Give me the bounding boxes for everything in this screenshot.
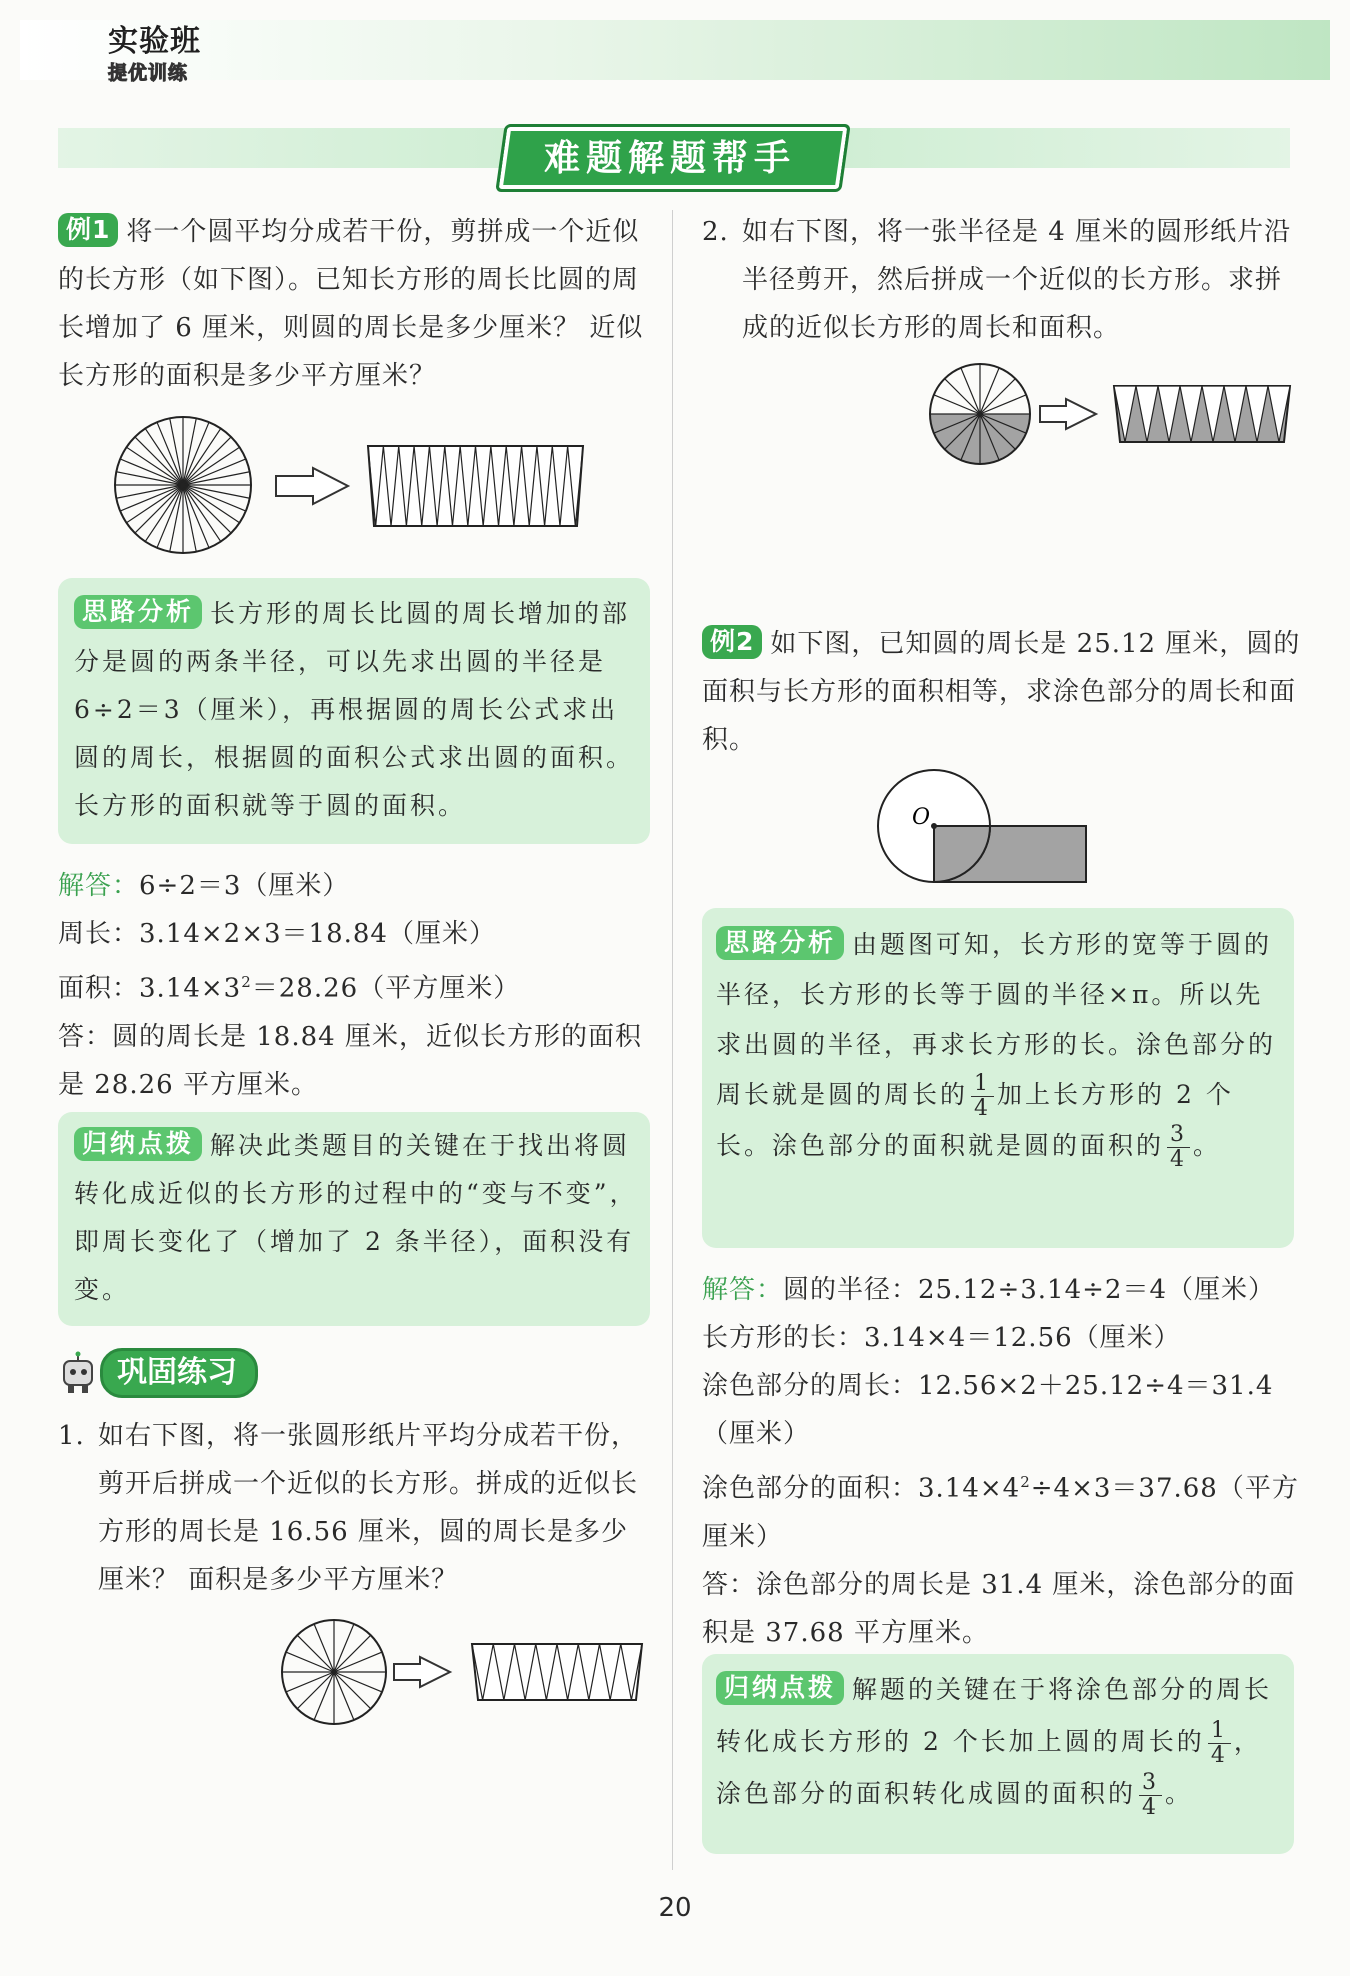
- answer-line: 答：涂色部分的周长是 31.4 厘米，涂色部分的面积是 37.68 平方厘米。: [702, 1569, 1296, 1648]
- example1-summary: [74, 1122, 640, 1314]
- page-number: 20: [658, 1893, 692, 1923]
- practice-question-1: [58, 1412, 650, 1604]
- fraction-denominator: 4: [974, 1096, 992, 1121]
- fraction: [1167, 1123, 1190, 1172]
- example2-tag: 例2: [702, 625, 762, 659]
- example2-summary: [716, 1664, 1286, 1820]
- analysis-text: 加上长方形的 2 个长。涂色部分的面积就是圆的面积的: [716, 1080, 1234, 1160]
- answer-line: ＝28.26（平方厘米）: [251, 973, 521, 1004]
- robot-mascot-icon: [56, 1351, 100, 1395]
- arrow-right-icon: [394, 1657, 450, 1687]
- example1-analysis: [74, 590, 640, 830]
- example2-question-text: 如下图，已知圆的周长是 25.12 厘米，圆的面积与长方形的面积相等，求涂色部分的周长和面积。: [702, 629, 1301, 755]
- center-point: [931, 823, 937, 829]
- brand-main: 实验班: [108, 24, 201, 59]
- example1-answer: [58, 862, 650, 1109]
- answer-line: 面积：3.14×3: [58, 973, 242, 1004]
- answer-label: 解答：: [702, 1275, 784, 1305]
- example1-analysis-text: 长方形的周长比圆的周长增加的部分是圆的两条半径，可以先求出圆的半径是 6÷2＝3（厘米），再根据圆的周长公式求出圆的周长，根据圆的面积公式求出圆的面积。长方形的面积就等于圆的面积。: [74, 599, 635, 820]
- answer-line: 答：圆的周长是 18.84 厘米，近似长方形的面积是 28.26 平方厘米。: [58, 1021, 642, 1100]
- answer-line: 圆的半径：25.12÷3.14÷2＝4（厘米）: [783, 1275, 1275, 1305]
- analysis-tag: 思路分析: [74, 595, 202, 629]
- arrow-right-icon: [1040, 399, 1096, 429]
- fraction-numerator: 1: [1208, 1719, 1231, 1744]
- question-text: 如右下图，将一张圆形纸片平均分成若干份，剪开后拼成一个近似的长方形。拼成的近似长方形的周长是 16.56 厘米，圆的周长是多少厘米？ 面积是多少平方厘米？: [98, 1421, 639, 1595]
- summary-text: 解题的关键在于将涂色部分的周长转化成长方形的 2 个长加上圆的周长的: [716, 1675, 1273, 1756]
- zigzag-rectangle-icon: [472, 1644, 642, 1700]
- fraction-denominator: 4: [1142, 1795, 1160, 1820]
- summary-text: ，涂色部分的面积转化成圆的面积的: [716, 1727, 1262, 1808]
- sector-circle-icon: [282, 1620, 386, 1724]
- example1-figure: [108, 410, 588, 560]
- fraction-denominator: 4: [1210, 1743, 1228, 1768]
- header-band: [20, 20, 1330, 80]
- example1-analysis-box: [58, 578, 650, 844]
- fraction-denominator: 4: [1170, 1147, 1188, 1172]
- exponent: 2: [1020, 1473, 1031, 1491]
- answer-line: 6÷2＝3（厘米）: [139, 871, 350, 901]
- center-label: O: [912, 805, 931, 830]
- summary-tag: 归纳点拨: [74, 1127, 202, 1161]
- practice-header: [56, 1348, 258, 1398]
- example2-question: [702, 620, 1302, 764]
- brand-sub: 提优训练: [108, 62, 189, 84]
- example2-analysis-box: [702, 908, 1294, 1248]
- half-shaded-circle-icon: [930, 364, 1030, 464]
- example2-figure: [878, 770, 1118, 890]
- summary-tag: 归纳点拨: [716, 1671, 844, 1705]
- example1-summary-box: [58, 1112, 650, 1326]
- analysis-text: 。: [1193, 1131, 1222, 1160]
- example2-answer: [702, 1266, 1302, 1657]
- analysis-tag: 思路分析: [716, 926, 844, 960]
- example1-tag: 例1: [58, 213, 118, 247]
- practice-question-2: [702, 208, 1302, 352]
- example2-analysis: [716, 920, 1286, 1172]
- example1-question: [58, 208, 650, 400]
- question-number: 1.: [58, 1421, 85, 1451]
- sector-circle-icon: [115, 417, 251, 553]
- zigzag-rectangle-icon: [368, 446, 583, 526]
- exponent: 2: [241, 973, 252, 991]
- fraction: [1139, 1771, 1162, 1820]
- section-title: 难题解题帮手: [543, 138, 796, 179]
- answer-line: 长方形的长：3.14×4＝12.56（厘米）: [702, 1323, 1181, 1353]
- brand-logo: [108, 16, 201, 85]
- answer-line: 涂色部分的面积：3.14×4: [702, 1473, 1021, 1504]
- fraction-numerator: 3: [1139, 1771, 1162, 1796]
- analysis-text: 由题图可知，长方形的宽等于圆的半径，长方形的长等于圆的半径×π。所以先求出圆的半径，再求长方形的长。涂色部分的周长就是圆的周长的: [716, 930, 1277, 1109]
- fraction-numerator: 3: [1167, 1123, 1190, 1148]
- answer-label: 解答：: [58, 871, 140, 901]
- practice-title: 巩固练习: [100, 1348, 258, 1398]
- question-text: 如右下图，将一张半径是 4 厘米的圆形纸片沿半径剪开，然后拼成一个近似的长方形。求拼成的近似长方形的周长和面积。: [742, 217, 1292, 343]
- answer-line: 涂色部分的周长：12.56×2＋25.12÷4＝31.4（厘米）: [702, 1371, 1274, 1449]
- example1-summary-text: 解决此类题目的关键在于找出将圆转化成近似的长方形的过程中的“变与不变”，即周长变化了（增加了 2 条半径），面积没有变。: [74, 1131, 638, 1304]
- fraction: [1208, 1719, 1231, 1768]
- answer-line: 周长：3.14×2×3＝18.84（厘米）: [58, 919, 496, 949]
- column-divider: [672, 210, 673, 1870]
- arrow-right-icon: [276, 468, 348, 504]
- question-number: 2.: [702, 217, 729, 247]
- example2-summary-box: [702, 1654, 1294, 1854]
- fraction-numerator: 1: [971, 1072, 994, 1097]
- practice2-figure: [928, 360, 1298, 470]
- example1-question-text: 将一个圆平均分成若干份，剪拼成一个近似的长方形（如下图）。已知长方形的周长比圆的周长增加了 6 厘米，则圆的周长是多少厘米？ 近似长方形的面积是多少平方厘米？: [58, 217, 644, 391]
- practice1-figure: [282, 1614, 652, 1730]
- fraction: [971, 1072, 994, 1121]
- answer-line: ÷4×3＝37.68（平方厘米）: [702, 1473, 1299, 1552]
- shaded-zigzag-rectangle-icon: [1114, 386, 1290, 442]
- summary-text: 。: [1165, 1779, 1194, 1808]
